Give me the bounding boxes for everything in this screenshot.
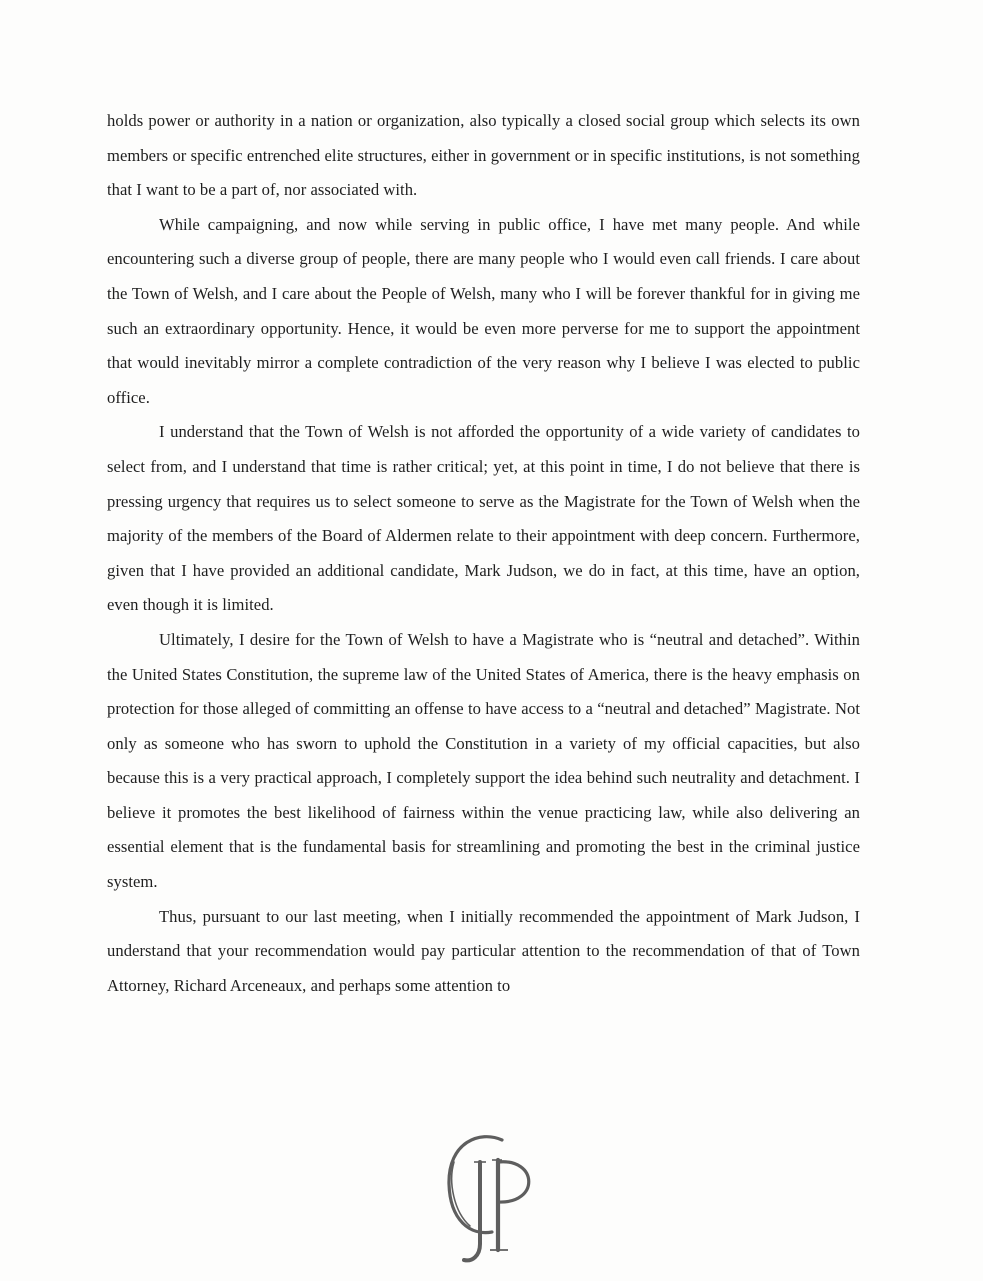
paragraph-2: While campaigning, and now while serving in public office, I have met many people. And while encountering such a diverse group of people, there are many people who I would even call friends. I care about the Town of Welsh, and I care about the People of Welsh, many who I will be forever thankful for in giving me such an extraordinary opportunity. Hence, it would be even more perverse for me to support the appointment that would inevitably mirror a complete contradiction of the very reason why I believe I was elected to public office. [107,214,860,407]
paragraph-1: holds power or authority in a nation or organization, also typically a closed social group which selects its own members or specific entrenched elite structures, either in government or in specific institutions, is not something that I want to be a part of, nor associated with. [107,111,860,200]
letter-body [107,104,860,1003]
monogram-logo-icon [440,1132,540,1264]
paragraph-3: I understand that the Town of Welsh is not afforded the opportunity of a wide variety of candidates to select from, and I understand that time is rather critical; yet, at this point in time, I do not believe that there is pressing urgency that requires us to select someone to serve as the Magistrate for the Town of Welsh when the majority of the members of the Board of Aldermen relate to their appointment with deep concern. Furthermore, given that I have provided an additional candidate, Mark Judson, we do in fact, at this time, have an option, even though it is limited. [107,422,860,615]
paragraph-5: Thus, pursuant to our last meeting, when I initially recommended the appointment of Mark Judson, I understand that your recommendation would pay particular attention to the recommendation of that of Town Attorney, Richard Arceneaux, and perhaps some attention to [107,906,860,995]
paragraph-4: Ultimately, I desire for the Town of Welsh to have a Magistrate who is “neutral and detached”. Within the United States Constitution, the supreme law of the United States of America, there is the heavy emphasis on protection for those alleged of committing an offense to have access to a “neutral and detached” Magistrate. Not only as someone who has sworn to uphold the Constitution in a variety of my official capacities, but also because this is a very practical approach, I completely support the idea behind such neutrality and detachment. I believe it promotes the best likelihood of fairness within the venue practicing law, while also delivering an essential element that is the fundamental basis for streamlining and promoting the best in the criminal justice system. [107,629,860,892]
